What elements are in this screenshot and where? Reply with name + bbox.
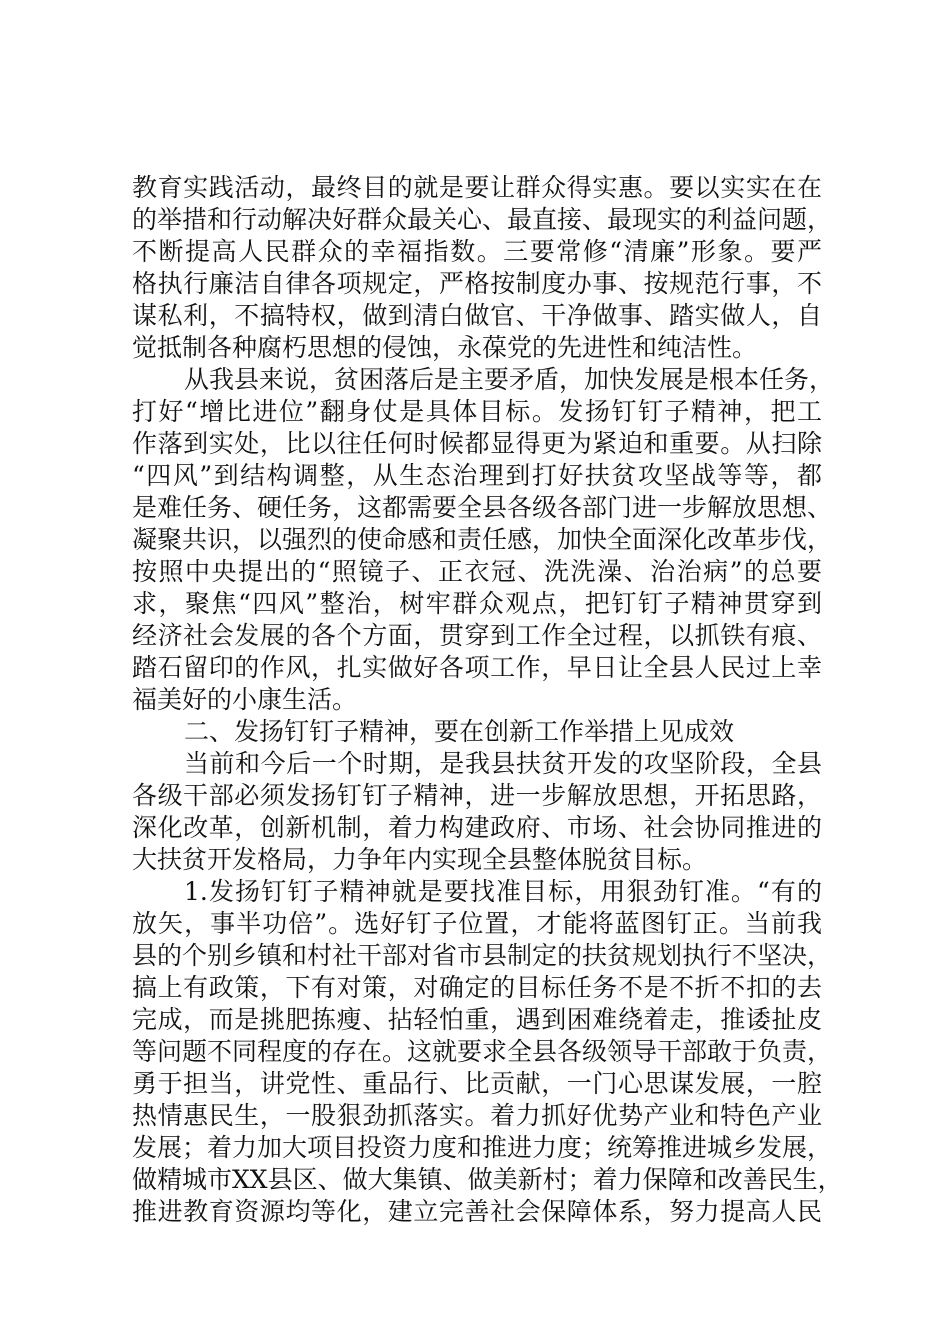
text-line: 不断提高人民群众的幸福指数。三要常修“清廉”形象。要严: [132, 237, 822, 266]
text-line: 按照中央提出的“照镜子、正衣冠、洗洗澡、治治病”的总要: [132, 557, 822, 586]
text-line: 发展；着力加大项目投资力度和推进力度；统筹推进城乡发展，: [132, 1133, 833, 1162]
text-line: 放矢，事半功倍”。选好钉子位置，才能将蓝图钉正。当前我: [132, 909, 822, 938]
text-line: “四风”到结构调整，从生态治理到打好扶贫攻坚战等等，都: [132, 461, 822, 490]
text-line: 勇于担当，讲党性、重品行、比贡献，一门心思谋发展，一腔: [132, 1069, 822, 1098]
document-body: [132, 172, 843, 1228]
text-line: 教育实践活动，最终目的就是要让群众得实惠。要以实实在在: [132, 173, 822, 202]
text-line: 经济社会发展的各个方面，贯穿到工作全过程，以抓铁有痕、: [132, 621, 822, 650]
text-line: 作落到实处，比以往任何时候都显得更为紧迫和重要。从扫除: [132, 429, 822, 458]
text-line: 二、发扬钉钉子精神，要在创新工作举措上见成效: [184, 717, 735, 746]
text-line: 完成，而是挑肥拣瘦、拈轻怕重，遇到困难绕着走，推诿扯皮: [132, 1005, 822, 1034]
text-line: 踏石留印的作风，扎实做好各项工作，早日让全县人民过上幸: [132, 653, 822, 682]
text-line: 推进教育资源均等化，建立完善社会保障体系，努力提高人民: [132, 1197, 822, 1226]
text-line: 求，聚焦“四风”整治，树牢群众观点，把钉钉子精神贯穿到: [132, 589, 822, 618]
text-line: 凝聚共识，以强烈的使命感和责任感，加快全面深化改革步伐，: [132, 525, 833, 554]
text-line: 热情惠民生，一股狠劲抓落实。着力抓好优势产业和特色产业: [132, 1101, 822, 1130]
text-line: 打好“增比进位”翻身仗是具体目标。发扬钉钉子精神，把工: [132, 397, 822, 426]
text-line: 做精城市XX县区、做大集镇、做美新村；着力保障和改善民生，: [132, 1165, 843, 1194]
text-line: 福美好的小康生活。: [132, 685, 358, 714]
text-line: 深化改革，创新机制，着力构建政府、市场、社会协同推进的: [132, 813, 822, 842]
text-line: 当前和今后一个时期，是我县扶贫开发的攻坚阶段，全县: [184, 749, 822, 778]
text-line: 县的个别乡镇和村社干部对省市县制定的扶贫规划执行不坚决，: [132, 941, 833, 970]
text-line: 各级干部必须发扬钉钉子精神，进一步解放思想，开拓思路，: [132, 781, 822, 810]
text-line: 1.发扬钉钉子精神就是要找准目标，用狠劲钉准。“有的: [184, 877, 822, 906]
text-line: 的举措和行动解决好群众最关心、最直接、最现实的利益问题，: [132, 205, 833, 234]
text-line: 谋私利，不搞特权，做到清白做官、干净做事、踏实做人，自: [132, 301, 822, 330]
text-line: 是难任务、硬任务，这都需要全县各级各部门进一步解放思想、: [132, 493, 833, 522]
text-line: 觉抵制各种腐朽思想的侵蚀，永葆党的先进性和纯洁性。: [132, 333, 758, 362]
text-line: 搞上有政策，下有对策，对确定的目标任务不是不折不扣的去: [132, 973, 822, 1002]
text-line: 大扶贫开发格局，力争年内实现全县整体脱贫目标。: [132, 845, 708, 874]
text-line: 从我县来说，贫困落后是主要矛盾，加快发展是根本任务，: [184, 365, 835, 394]
text-line: 等问题不同程度的存在。这就要求全县各级领导干部敢于负责，: [132, 1037, 833, 1066]
text-line: 格执行廉洁自律各项规定，严格按制度办事、按规范行事，不: [132, 269, 822, 298]
